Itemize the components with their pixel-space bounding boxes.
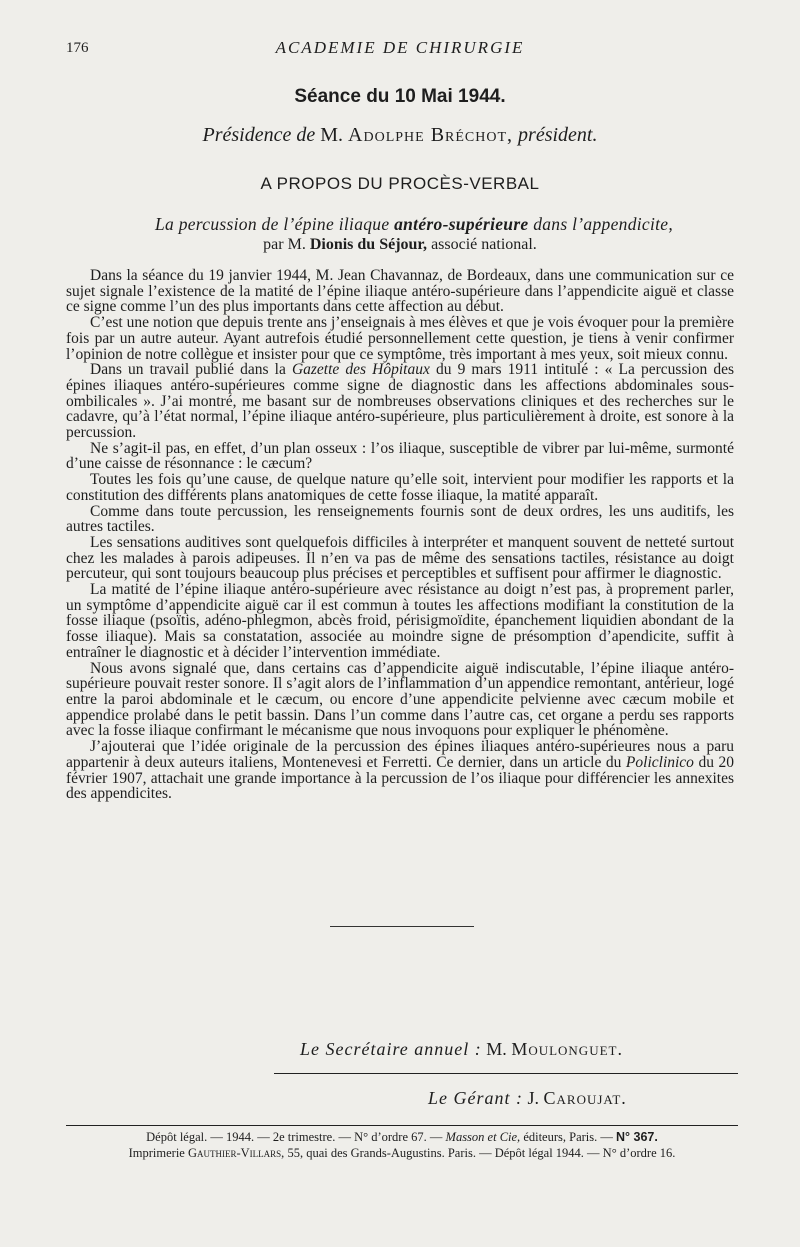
paragraph-10-text-b: du 20 février 1907, attachait une grande importance à la percussion de l’os iliaque pour différencier les annexites des appendicites. — [66, 753, 734, 803]
session-title: Séance du 10 Mai 1944. — [294, 86, 506, 107]
article-title-emphasis: antéro-supérieure — [394, 214, 529, 234]
paragraph-3 — [66, 362, 734, 441]
author-prefix: par M. — [263, 236, 306, 253]
secretary-name: Moulonguet. — [511, 1039, 623, 1059]
paragraph-6: Comme dans toute percussion, les renseignements fournis sont de deux ordres, les uns auditifs, les autres tactiles. — [66, 502, 734, 536]
footer-printer-address: 55, quai des Grands-Augustins. Paris. — Dépôt légal 1944. — N° d’ordre 16. — [287, 1146, 676, 1160]
paragraph-5: Toutes les fois qu’une cause, de quelque nature qu’elle soit, intervient pour modifier les rapports et la constitution des différents plans anatomiques de cette fosse iliaque, la matité apparaît. — [66, 471, 734, 504]
article-title — [94, 214, 734, 235]
secretary-label: Le Secrétaire annuel : — [300, 1039, 482, 1059]
section-divider — [330, 926, 474, 927]
paragraph-10-text-a: J’ajouterai que l’idée originale de la percussion des épines iliaques antéro-supérieures nous a paru appartenir à deux auteurs italiens, Montenevesi et Ferretti. Ce dernier, dans un article du — [66, 738, 734, 771]
paragraph-3-text-b: du 9 mars 1911 intitulé : « La percussion des épines iliaques antéro-supérieures comme signe de diagnostic dans les affections abdominales sous-ombilicales ». J’ai montré, me basant sur de nombreuses observations cliniques et des recherches sur le cadavre, qu’à l’état normal, l’épine iliaque antéro-supérieure, plus particulièrement à droite, est sonore à la percussion. — [66, 361, 735, 442]
paragraph-8: La matité de l’épine iliaque antéro-supérieure avec résistance au doigt n’est pas, à proprement parler, un symptôme d’appendicite aiguë car il est commun à toutes les affections modifiant la constitution de la fosse iliaque (psoïtis, adéno-phlegmon, abcès froid, périsigmoïdite, épanchement liquidien abondant de la fosse iliaque). Mais sa constatation, associée au moindre signe de présomption d’apendicite, suffit à entraîner le diagnostic et à décider l’intervention immédiate. — [66, 581, 734, 661]
footer-legal-line — [66, 1130, 738, 1145]
paragraph-2: C’est une notion que depuis trente ans j’enseignais à mes élèves et que je vois évoquer pour la première fois par un autre auteur. Ayant autrefois étudié personnellement cette question, je tiens à venir confirmer l’opinion de notre collègue et insister pour que ce symptôme, très important à mes yeux, soit mieux connu. — [66, 314, 734, 363]
paragraph-10 — [66, 739, 734, 802]
secretary-name-prefix: M. — [486, 1039, 507, 1059]
footer-printer-prefix: Imprimerie — [128, 1146, 185, 1160]
paragraph-9: Nous avons signalé que, dans certains cas d’appendicite aiguë indiscutable, l’épine iliaque antéro-supérieure pouvait rester sonore. Il s’agit alors de l’inflammation d’un appendice remontant, antérieur, logé entre la paroi abdominale et le cæcum, ou encore d’une appendicite pelvienne avec cæcum mobile et appendice prolabé dans le petit bassin. Dans l’un comme dans l’autre cas, cet organe a perdu ses rapports avec la fosse iliaque confirmant le mécanisme que nous invoquons pour expliquer le phénomène. — [66, 659, 734, 740]
footer-divider — [66, 1125, 738, 1126]
president-role: président. — [518, 124, 598, 146]
signature-divider — [274, 1073, 738, 1074]
footer-printer-name: Gauthier-Villars, — [187, 1146, 285, 1160]
paragraph-4: Ne s’agit-il pas, en effet, d’un plan osseux : l’os iliaque, susceptible de vibrer par lui-même, surmonté d’une caisse de résonnance : le cæcum? — [66, 439, 734, 473]
paragraph-7: Les sensations auditives sont quelquefois difficiles à interpréter et manquent souvent de netteté surtout chez les malades à parois adipeuses. Il n’en va pas de même des sensations tactiles, résistance au doigt percuteur, qui sont toujours beaucoup plus précises et perceptibles et suffisent pour affirmer le diagnostic. — [66, 533, 734, 583]
footer-issue-number: N° 367. — [616, 1130, 658, 1144]
president-name: Adolphe Bréchot, — [348, 124, 514, 146]
footer-printer-line — [66, 1146, 738, 1161]
footer-legal-text: Dépôt légal. — 1944. — 2e trimestre. — N° d’ordre 67. — — [146, 1130, 443, 1144]
journal-policlinico: Policlinico — [625, 753, 694, 771]
running-header: ACADEMIE DE CHIRURGIE — [275, 38, 525, 57]
gerant-label: Le Gérant : — [428, 1088, 523, 1108]
gerant-signature — [428, 1088, 738, 1109]
article-title-part-2: dans l’appendicite, — [533, 214, 674, 234]
journal-gazette: Gazette des Hôpitaux — [291, 361, 430, 379]
presidency-line — [0, 124, 800, 147]
footer-publisher: Masson et Cie, — [445, 1130, 521, 1144]
article-title-part-1: La percussion de l’épine iliaque — [154, 214, 390, 234]
gerant-name: Caroujat. — [543, 1088, 627, 1108]
author-suffix: associé national. — [431, 236, 537, 253]
article-body — [66, 268, 734, 802]
presidency-prefix: Présidence de — [202, 124, 316, 146]
page-number: 176 — [66, 40, 89, 56]
footer-publisher-suffix: éditeurs, Paris. — — [523, 1130, 613, 1144]
section-heading: A PROPOS DU PROCÈS-VERBAL — [260, 174, 540, 193]
author-name: Dionis du Séjour, — [309, 236, 428, 253]
paragraph-3-text-a: Dans un travail publié dans la — [90, 361, 286, 379]
author-line — [0, 236, 800, 254]
secretary-signature — [300, 1039, 740, 1060]
presidency-title: M. — [320, 124, 344, 146]
paragraph-1: Dans la séance du 19 janvier 1944, M. Jean Chavannaz, de Bordeaux, dans une communication sur ce sujet signale l’existence de la matité de l’épine iliaque antéro-supérieure dans l’appendicite aiguë et classe ce signe comme l’un des plus importants dans cette affection au début. — [66, 267, 734, 316]
gerant-initial: J. — [527, 1088, 540, 1108]
